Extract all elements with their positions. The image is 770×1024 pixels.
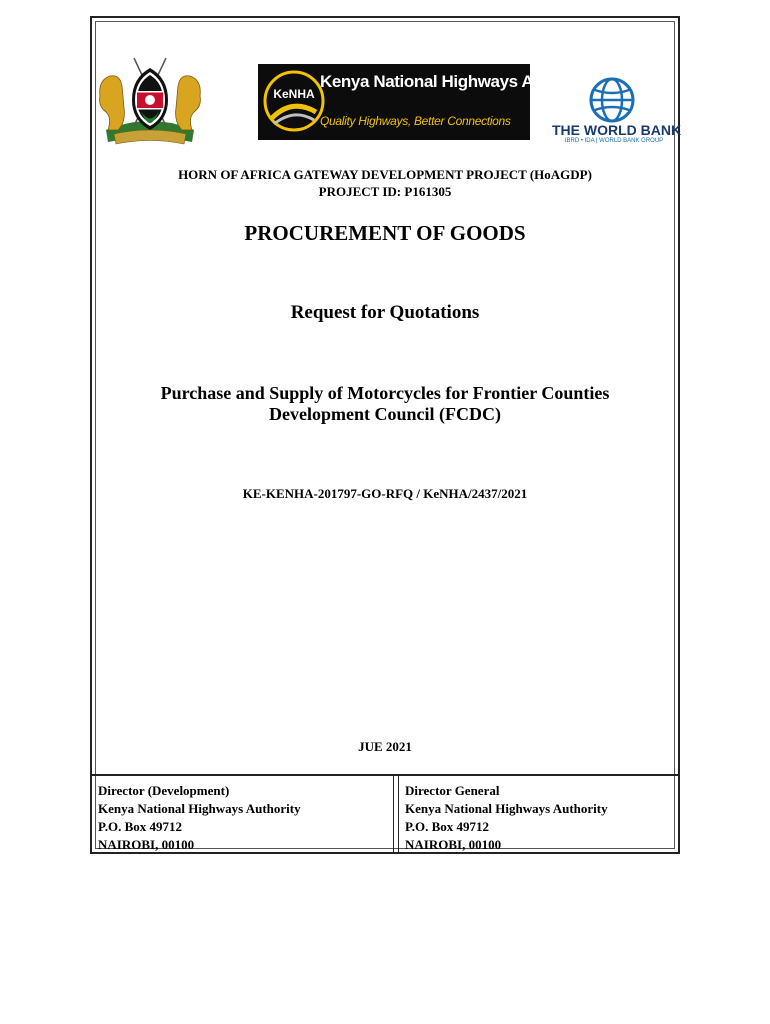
address-director-general: [398, 776, 678, 854]
project-heading: [92, 166, 678, 200]
kenha-abbr: KeNHA: [273, 87, 315, 101]
purchase-line-2: Development Council (FCDC): [269, 404, 501, 424]
address-city: NAIROBI, 00100: [98, 837, 195, 852]
globe-icon: [588, 76, 636, 124]
kenya-coat-of-arms: [94, 56, 206, 148]
project-name: HORN OF AFRICA GATEWAY DEVELOPMENT PROJECT (HoAGDP): [178, 167, 592, 182]
kenha-emblem-icon: [262, 68, 326, 134]
address-box: P.O. Box 49712: [405, 819, 490, 834]
project-id: PROJECT ID: P161305: [318, 184, 452, 199]
kenha-tagline: Quality Highways, Better Connections: [320, 114, 511, 128]
kenha-name: Kenya National Highways Authority: [320, 72, 594, 91]
address-org: Kenya National Highways Authority: [405, 801, 608, 816]
kenha-logo: [258, 64, 594, 140]
world-bank-name: THE WORLD BANK: [552, 122, 682, 138]
document-title: PROCUREMENT OF GOODS: [244, 221, 526, 245]
document-date: JUE 2021: [358, 739, 412, 754]
address-title: Director (Development): [98, 783, 230, 798]
world-bank-logo: [548, 76, 682, 148]
purchase-description: [92, 383, 678, 425]
address-title: Director General: [405, 783, 500, 798]
address-org: Kenya National Highways Authority: [98, 801, 301, 816]
address-development: [92, 776, 394, 854]
address-table: [92, 774, 678, 854]
address-box: P.O. Box 49712: [98, 819, 183, 834]
document-subtitle: Request for Quotations: [290, 302, 480, 323]
purchase-line-1: Purchase and Supply of Motorcycles for Frontier Counties: [160, 383, 610, 403]
world-bank-sub: IBRD • IDA | WORLD BANK GROUP: [564, 138, 664, 144]
reference-number: KE-KENHA-201797-GO-RFQ / KeNHA/2437/2021: [242, 486, 528, 501]
address-city: NAIROBI, 00100: [405, 837, 502, 852]
